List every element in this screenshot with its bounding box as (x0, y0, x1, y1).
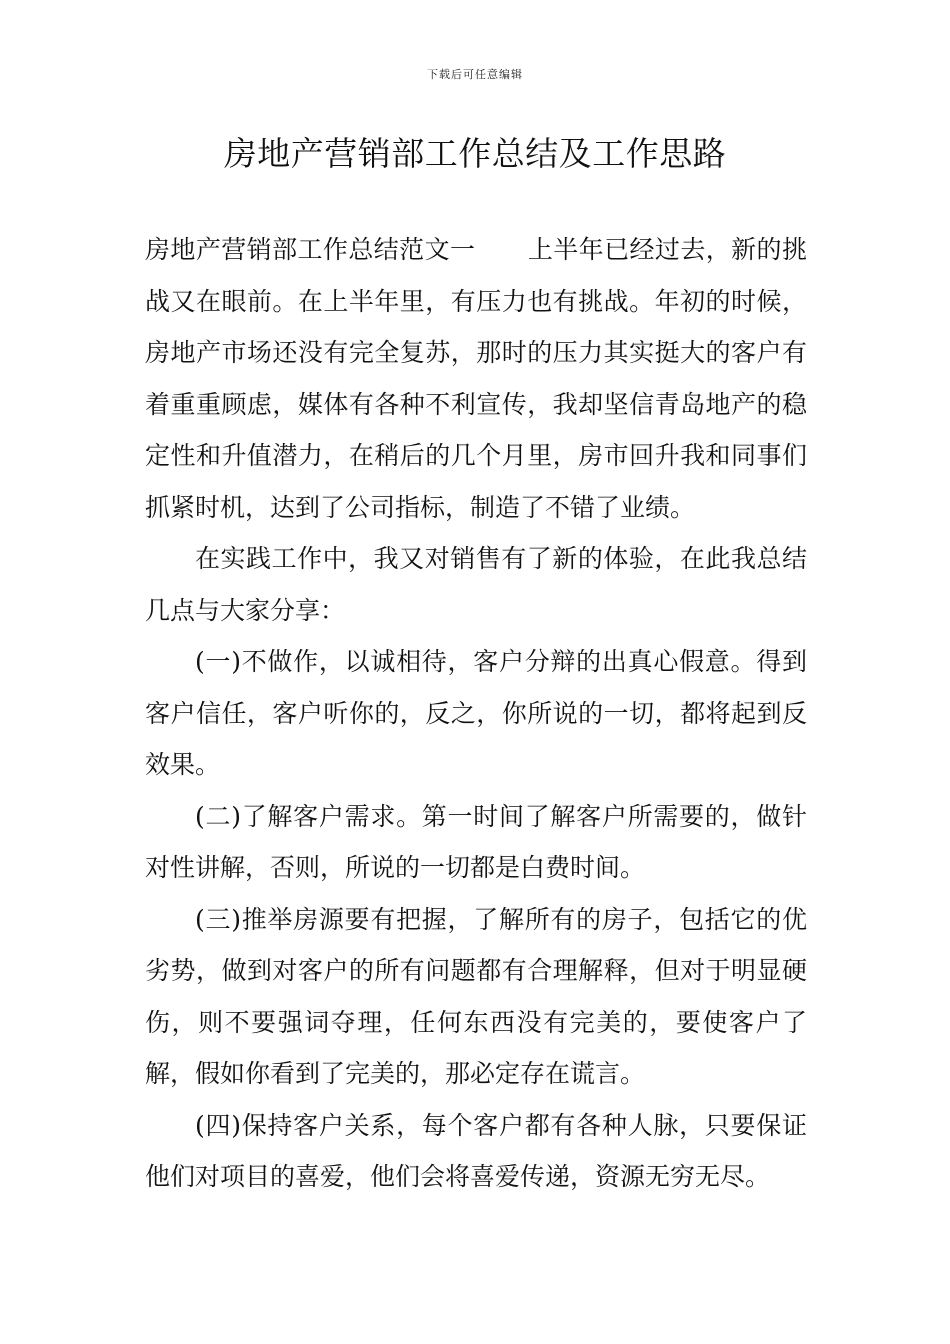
document-title: 房地产营销部工作总结及工作思路 (223, 134, 727, 173)
paragraph-practice: 在实践工作中，我又对销售有了新的体验，在此我总结几点与大家分享： (145, 544, 807, 625)
header-note: 下载后可任意编辑 (427, 68, 523, 81)
paragraph-point-2: (二)了解客户需求。第一时间了解客户所需要的，做针对性讲解，否则，所说的一切都是白费时间。 (145, 801, 807, 882)
paragraph-point-1: (一)不做作，以诚相待，客户分辩的出真心假意。得到客户信任，客户听你的，反之，你所说的一切，都将起到反效果。 (145, 647, 807, 779)
intro-text: 上半年已经过去，新的挑战又在眼前。在上半年里，有压力也有挑战。年初的时候，房地产市场还没有完全复苏，那时的压力其实挺大的客户有着重重顾虑，媒体有各种不利宣传，我却坚信青岛地产的稳定性和升值潜力，在稍后的几个月里，房市回升我和同事们抓紧时机，达到了公司指标，制造了不错了业绩。 (145, 235, 807, 522)
intro-label: 房地产营销部工作总结范文一 (145, 235, 476, 264)
paragraph-point-4: (四)保持客户关系，每个客户都有各种人脉，只要保证他们对项目的喜爱，他们会将喜爱传递，资源无穷无尽。 (145, 1110, 807, 1191)
intro-paragraph (145, 224, 807, 533)
document-body (145, 224, 807, 1203)
paragraph-point-3: (三)推举房源要有把握，了解所有的房子，包括它的优劣势，做到对客户的所有问题都有合理解释，但对于明显硬伤，则不要强词夺理，任何东西没有完美的，要使客户了解，假如你看到了完美的，那必定存在谎言。 (145, 904, 807, 1088)
